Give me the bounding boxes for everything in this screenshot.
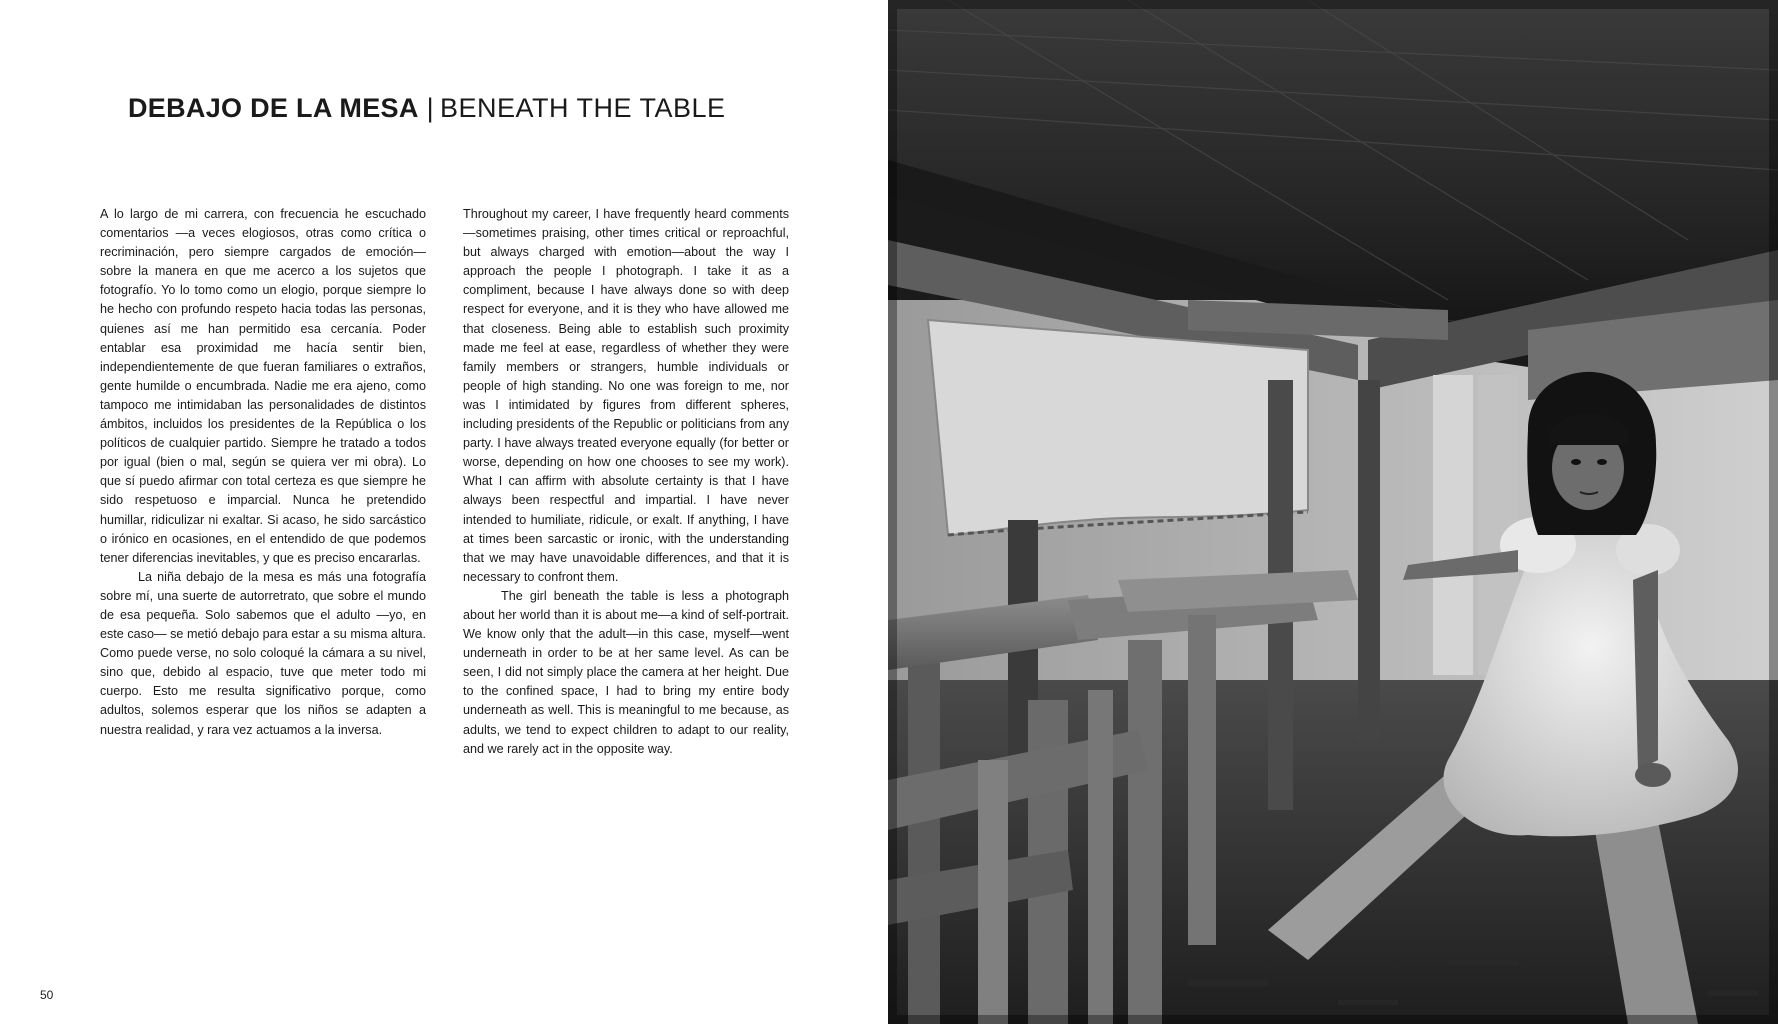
- english-paragraph-1: Throughout my career, I have frequently heard comments—sometimes praising, other times critical or reproachful, but always charged with emotion—about the way I approach the people I photograph. I take it as a compliment, because I have always done so with deep respect for everyone, and it is they who have allowed me that closeness. Being able to establish such proximity made me feel at ease, regardless of whether they were family members or strangers, humble individuals or people of high standing. No one was foreign to me, nor was I intimidated by figures from different spheres, including presidents of the Republic or politicians from any party. I have always treated everyone equally (for better or worse, depending on how one chooses to see my work). What I can affirm with absolute certainty is that I have always been respectful and impartial. I have never intended to humiliate, ridicule, or exalt. If anything, I have at times been sarcastic or ironic, with the understanding that we may have unavoidable differences, and that it is necessary to confront them.: [463, 207, 789, 584]
- spanish-paragraph-1: A lo largo de mi carrera, con frecuencia he escuchado comentarios —a veces elogiosos, otras como crítica o recriminación, pero siempre cargados de emoción— sobre la manera en que me acerco a los sujetos que fotografío. Yo lo tomo como un elogio, porque siempre lo he hecho con profundo respeto hacia todas las personas, quienes así me han permitido esa cercanía. Poder entablar esa proximidad me hacía sentir bien, independientemente de que fueran familiares o extraños, gente humilde o encumbrada. Nadie me era ajeno, como tampoco me intimidaban las personalidades de distintos ámbitos, incluidos los presidentes de la República o los políticos de cualquier partido. Siempre he tratado a todos por igual (bien o mal, según se quiera ver mi obra). Lo que sí puedo afirmar con total certeza es que siempre he sido respetuoso e imparcial. Nunca he pretendido humillar, ridiculizar ni exaltar. Si acaso, he sido sarcástico o irónico en ocasiones, en el entendido de que podemos tener diferencias inevitables, y que es preciso encararlas.: [100, 207, 426, 565]
- page-number: 50: [40, 988, 54, 1002]
- title-spanish: DEBAJO DE LA MESA: [128, 93, 419, 123]
- spanish-paragraph-2: La niña debajo de la mesa es más una fotografía sobre mí, una suerte de autorretrato, que sobre el mundo de esa pequeña. Solo sabemos que el adulto —yo, en este caso— se metió debajo para estar a su misma altura. Como puede verse, no solo coloqué la cámara a su nivel, sino que, debido al espacio, tuve que meter todo mi cuerpo. Esto me resulta significativo porque, como adultos, solemos esperar que los niños se adapten a nuestra realidad, y rara vez actuamos a la inversa.: [100, 569, 426, 737]
- text-page: [0, 0, 888, 1024]
- page-title: [128, 93, 828, 124]
- photo-page: [888, 0, 1778, 1024]
- english-paragraph-2: The girl beneath the table is less a photograph about her world than it is about me—a kind of self-portrait. We know only that the adult—in this case, myself—went underneath in order to be at her same level. As can be seen, I did not simply place the camera at her height. Due to the confined space, I had to bring my entire body underneath as well. This is meaningful to me because, as adults, we tend to expect children to adapt to our reality, and we rarely act in the opposite way.: [463, 588, 789, 756]
- english-text-column: [463, 205, 789, 759]
- spanish-text-column: [100, 205, 426, 740]
- title-separator: |: [426, 93, 434, 123]
- title-english: BENEATH THE TABLE: [439, 93, 726, 123]
- photograph-girl-beneath-table: [888, 0, 1778, 1024]
